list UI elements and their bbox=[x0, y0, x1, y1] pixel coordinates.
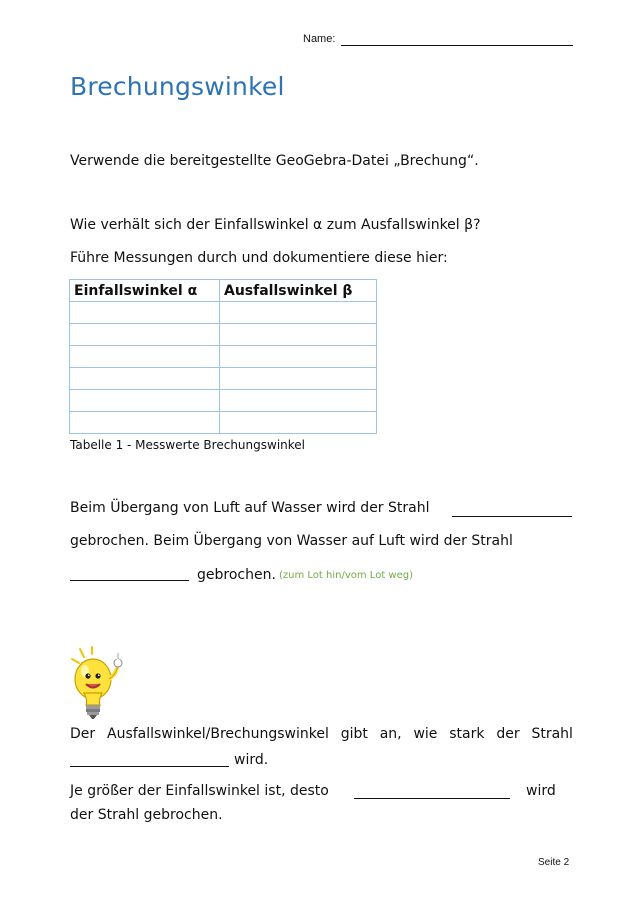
blank-desto[interactable] bbox=[354, 798, 510, 799]
cloze2-line4: der Strahl gebrochen. bbox=[70, 807, 223, 823]
question-text: Wie verhält sich der Einfallswinkel α zum Ausfallswinkel β? bbox=[70, 217, 481, 233]
table-cell[interactable] bbox=[220, 368, 377, 390]
table-row bbox=[70, 346, 377, 368]
word: wie bbox=[413, 726, 438, 742]
hint-text: (zum Lot hin/vom Lot weg) bbox=[279, 570, 413, 581]
cloze2-line3a: Je größer der Einfallswinkel ist, desto bbox=[70, 783, 329, 799]
blank-strahl-wird[interactable] bbox=[70, 766, 229, 767]
table-cell[interactable] bbox=[70, 412, 220, 434]
table-cell[interactable] bbox=[70, 302, 220, 324]
cloze2-line1 bbox=[70, 726, 573, 742]
table-cell[interactable] bbox=[220, 302, 377, 324]
cloze1-line2: gebrochen. Beim Übergang von Wasser auf Luft wird der Strahl bbox=[70, 533, 513, 549]
word: stark bbox=[449, 726, 485, 742]
word: der bbox=[496, 726, 520, 742]
word: Ausfallswinkel/Brechungswinkel bbox=[107, 726, 329, 742]
word: an, bbox=[379, 726, 402, 742]
word: Strahl bbox=[531, 726, 573, 742]
name-label: Name: bbox=[303, 33, 336, 45]
table-cell[interactable] bbox=[220, 346, 377, 368]
table-row bbox=[70, 390, 377, 412]
page-title: Brechungswinkel bbox=[70, 72, 285, 101]
lightbulb-icon bbox=[66, 645, 128, 721]
blank-luft-wasser[interactable] bbox=[452, 516, 572, 517]
table-cell[interactable] bbox=[220, 412, 377, 434]
cloze2-line2: wird. bbox=[234, 752, 269, 768]
instruction-text: Führe Messungen durch und dokumentiere diese hier: bbox=[70, 250, 448, 266]
word: Der bbox=[70, 726, 96, 742]
table-row bbox=[70, 368, 377, 390]
intro-text: Verwende die bereitgestellte GeoGebra-Datei „Brechung“. bbox=[70, 153, 479, 169]
header-ausfallswinkel: Ausfallswinkel β bbox=[220, 280, 377, 302]
blank-wasser-luft[interactable] bbox=[70, 580, 189, 581]
header-einfallswinkel: Einfallswinkel α bbox=[70, 280, 220, 302]
word: gibt bbox=[340, 726, 368, 742]
table-cell[interactable] bbox=[220, 324, 377, 346]
table-cell[interactable] bbox=[70, 324, 220, 346]
table-caption: Tabelle 1 - Messwerte Brechungswinkel bbox=[70, 438, 305, 452]
name-input-line[interactable] bbox=[341, 45, 573, 46]
table-row bbox=[70, 324, 377, 346]
table-cell[interactable] bbox=[70, 368, 220, 390]
table-cell[interactable] bbox=[70, 390, 220, 412]
cloze1-line1: Beim Übergang von Luft auf Wasser wird der Strahl bbox=[70, 500, 430, 516]
table-cell[interactable] bbox=[220, 390, 377, 412]
table-row bbox=[70, 302, 377, 324]
cloze1-line3: gebrochen. bbox=[197, 567, 276, 583]
page-number: Seite 2 bbox=[538, 857, 570, 868]
cloze2-line3b: wird bbox=[526, 783, 556, 799]
table-row bbox=[70, 412, 377, 434]
measurement-table bbox=[69, 279, 377, 434]
table-cell[interactable] bbox=[70, 346, 220, 368]
table-header-row bbox=[70, 280, 377, 302]
